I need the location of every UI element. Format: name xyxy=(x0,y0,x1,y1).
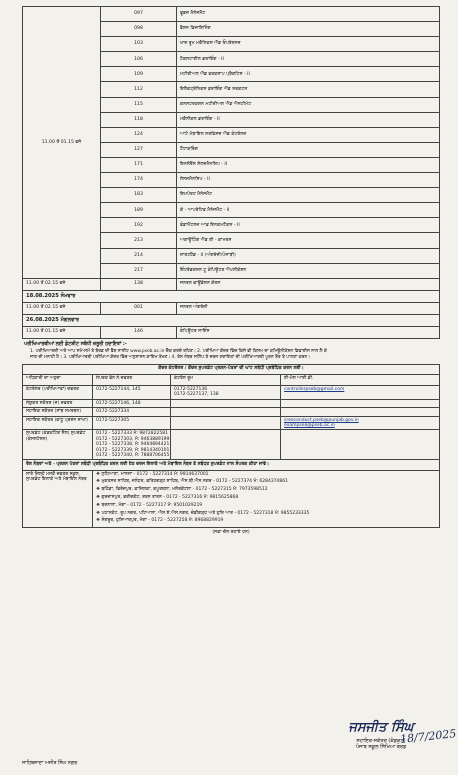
phone-number: 0172-5227305 xyxy=(96,417,130,423)
contacts-title: ਕੇਂਦਰ ਕੰਟਰੋਲਰ / ਕੇਂਦਰ ਸੁਪਰਡੰਟ ਪ੍ਰਸ਼ਨ-ਪੱਤਰਾਂ ਦੀ ਘਾਟ ਸਬੰਧੀ ਪ੍ਰਬੰਧਿਕ ਕਰਨ ਲਈ। xyxy=(23,365,440,375)
code-cell: 171 xyxy=(101,157,177,172)
subject-cell: ਜਨਰਲ ਫਾਊਂਡੇਸ਼ਨ ਕੋਰਸ xyxy=(177,278,440,290)
contact-room xyxy=(171,386,281,400)
signature-date: 18/7/2025 xyxy=(399,727,457,746)
phone-number: 0172-5227136 xyxy=(174,387,208,392)
time-cell: 11.00 ਤੋਂ 02.15 ਵਜੇ xyxy=(23,302,101,314)
time-cell: 11.00 ਤੋਂ 01.15 ਵਜੇ xyxy=(23,7,101,279)
exam-date: 18.08.2025 ਸੋਮਵਾਰ xyxy=(23,290,440,302)
code-cell: 192 xyxy=(101,218,177,233)
issuer-location: ਸਾਹਿਬਜ਼ਾਦਾ ਅਜੀਤ ਸਿੰਘ ਨਗਰ xyxy=(22,761,78,766)
code-cell: 118 xyxy=(101,112,177,127)
contacts-header-row xyxy=(23,375,440,386)
code-cell: 098 xyxy=(101,22,177,37)
offices-row xyxy=(23,470,440,527)
contact-role: ਸੁਪਰਡੰਟ (ਕੰਡਕਟਿੰਗ ਸੈਲ) ਸੁਪਰਡੰਟ (ਕੰਸਲਟੇਸ਼ਨ) xyxy=(23,430,93,460)
code-cell: 106 xyxy=(101,52,177,67)
subject-cell: ਕਨਸਟਰਕਸ਼ਨ ਮਟੀਰੀਅਲ ਐਂਡ ਐਸਟੀਮੇਟ xyxy=(177,97,440,112)
code-cell: 189 xyxy=(101,203,177,218)
subject-cell: ਮਟੀਰੀਅਲ ਐਂਡ ਵਰਕਸ਼ਾਪ ਪ੍ਰੈਕਟਿਸ - II xyxy=(177,67,440,82)
phone-number: 0172-5227146, 148 xyxy=(96,400,141,406)
office-entry: ❖ ਲੁਧਿਆਣਾ, ਮਾਨਸਾ - 0172 - 5227314 ਮੋ: 9914637001 xyxy=(96,472,436,477)
subject-cell: ਅਕਾਊਂਟਿੰਗ ਐਂਡ ਈ - ਕਾਮਰਸ xyxy=(177,233,440,248)
date-row xyxy=(23,290,440,302)
subject-cell: ਟੈਂਟਾਕਰਿੰਗ xyxy=(177,142,440,157)
contact-room xyxy=(171,416,281,430)
subject-cell: ਮਕੈਨੀਕਲ ਡਰਾਇੰਗ - II xyxy=(177,112,440,127)
contact-row xyxy=(23,386,440,400)
offices-list xyxy=(93,470,440,527)
contact-row xyxy=(23,399,440,407)
contact-room xyxy=(171,430,281,460)
contact-role: ਕੰਟਰੋਲਰ (ਪਰੀਖਿਆਵਾਂ) ਦਫਤਰ xyxy=(23,386,93,400)
column-header: ਕੰਟਰੋਲ ਰੂਮ xyxy=(171,375,281,386)
contact-row xyxy=(23,408,440,416)
column-header: ਈ-ਮੇਲ ਆਈ.ਡੀ. xyxy=(281,375,440,386)
contact-phone xyxy=(93,399,171,407)
subject-cell: ਟੈਕਸਟਾਈਲ ਡਰਾਇੰਗ - II xyxy=(177,52,440,67)
office-entry: ❖ ਸੰਗਰੂਰ, ਹੁਸ਼ਿਆਰਪੁਰ, ਮੋਗਾ - 0172 - 5227258 ਮੋ: 8968829919 xyxy=(96,518,436,523)
time-cell: 11.00 ਤੋਂ 01.15 ਵਜੇ xyxy=(23,326,101,338)
email-address[interactable]: controllerpseb@gmail.com xyxy=(284,387,345,392)
code-cell: 174 xyxy=(101,173,177,188)
office-entry: ❖ ਬਠਿੰਡਾ, ਫਿਰੋਜ਼ਪੁਰ, ਫਾਜ਼ਿਲਕਾ, ਕਪੂਰਥਲਾ, ਮਲੇਰਕੋਟਲਾ - 0172 - 5227315 ਮੋ: 7973598512 xyxy=(96,487,436,492)
code-cell: 213 xyxy=(101,233,177,248)
code-cell: 124 xyxy=(101,127,177,142)
continued-note: (ਸਫ਼ਾ ਚੱਲ ਰਹਾਏ ਹਨ) xyxy=(212,530,250,536)
contact-email xyxy=(281,416,440,430)
code-cell: 127 xyxy=(101,142,177,157)
schedule-table xyxy=(22,6,440,339)
phone-number: 0172 - 5227338, ਮੋ: 9464894421 xyxy=(96,442,170,448)
contact-room xyxy=(171,408,281,416)
contact-email xyxy=(281,399,440,407)
phone-number: 0172 - 5227339, ਮੋ: 9814340101 xyxy=(96,447,170,453)
subject-cell: ਕੋ - ਆਪਰੇਟਿਵ ਮੈਨੇਜਮੈਂਟ - II xyxy=(177,203,440,218)
contact-email xyxy=(281,386,440,400)
email-address[interactable]: sreeconduct.pseb@punjab.gov.in xyxy=(284,417,359,423)
phone-number: 0172 - 5227333 ਮੋ: 9872822581 xyxy=(96,431,168,437)
email-address[interactable]: exampsea@pseb.ac.in xyxy=(284,422,335,428)
contacts-note-row xyxy=(23,460,440,470)
contact-role: ਸੰਯੁਕਤ ਸਕੱਤਰ (ਜ) ਦਫਤਰ xyxy=(23,399,93,407)
code-cell: 138 xyxy=(101,278,177,290)
column-header: ਅਧਿਕਾਰੀ ਦਾ ਅਹੁਦਾ xyxy=(23,375,93,386)
contact-phone xyxy=(93,386,171,400)
contacts-note: ਰੋਲ ਨੰਬਰਾਂ ਅਤੇ - ਪ੍ਰਸ਼ਨ ਪੱਤਰਾਂ ਸਬੰਧੀ ਪ੍ਰਬੰਧਿਕ ਕਰਨ ਲਈ ਹੇਠ ਦਰਜ ਇਲਾਕੇ ਅਤੇ ਮੋਬਾਇਲ ਨੰਬਰ ਤੇ ਸਬੰਧਤ ਸੁਪਰਡੰਟ ਨਾਲ ਸੰਪਰਕ ਕੀਤਾ ਜਾਵੇ। xyxy=(23,460,440,470)
subject-cell: ਇਲੈਕਟ੍ਰੋਨਿਕਸ ਡਰਾਇੰਗ ਐਂਡ ਸਰਕਟਸ xyxy=(177,82,440,97)
code-cell: 183 xyxy=(101,188,177,203)
date-row xyxy=(23,314,440,326)
subject-cell: ਜਨਰਲ ਅੰਗਰੇਜ਼ੀ xyxy=(177,302,440,314)
datesheet-content xyxy=(22,6,440,536)
column-header: ਸੰਪਰਕ ਫੋਨ ਨੰ.ਦਫਤਰ xyxy=(93,375,171,386)
contact-email xyxy=(281,430,440,460)
phone-number: 0172-5227137, 138 xyxy=(174,392,219,398)
table-row xyxy=(23,302,440,314)
contact-phone xyxy=(93,416,171,430)
subject-cell: ਸ਼ਾਰਟਹੈਂਡ - II (ਅੰਗਰੇਜ਼ੀ/ਪੰਜਾਬੀ) xyxy=(177,248,440,263)
office-entry: ❖ ਪਠਾਨਕੋਟ, ਰੂਪ ਨਗਰ, ਪਟਿਆਲਾ, ਐਸ.ਏ.ਐਸ.ਨਗਰ, ਚੰਡੀਗੜ੍ਹ ਅਤੇ ਹੁਸ਼ਿ ਆਰ - 0172 - 5227318 ਮੋ: 9855233335 xyxy=(96,511,436,516)
subject-cell: ਫੈਸ਼ਨ ਡਿਜ਼ਾਇਨਿੰਗ xyxy=(177,22,440,37)
instructions-line: 1. ਪਰੀਖਿਆਰਥੀ ਅਤੇ ਆਪ ਸਮੇਂ-ਸਮੇਂ ਤੇ ਬੋਰਡ ਦੀ ਵੈੱਬ ਸਾਈਟ www.pseb.ac.in ਚੈੱਕ ਕਰਦੇ ਰਹਿਣ। 2. ਪਰੀਖਿਆ ਕੇਂਦਰ ਵਿੱਚ ਕਿਸੇ ਵੀ ਕਿਸਮ ਦਾ ਕਮਿਊਨੀਕੇਸ਼ਨ ਡਿਵਾਈਸ ਨਾਲ ਲੈ ਕੇ xyxy=(30,349,327,355)
table-row xyxy=(23,7,440,22)
subject-cell: ਫੂਡਜ਼ ਮੈਨੇਜਮੈਂਟ xyxy=(177,7,440,22)
contact-phone xyxy=(93,430,171,460)
subject-cell: ਫੰਡਾਮੈਂਟਲਜ਼ ਆਫ ਇਨਕਮਟੈਕਸ - II xyxy=(177,218,440,233)
signature-block xyxy=(326,720,457,750)
code-cell: 109 xyxy=(101,67,177,82)
signatory-org: ਪੰਜਾਬ ਸਕੂਲ ਸਿੱਖਿਆ ਬੋਰਡ xyxy=(355,743,407,750)
subject-cell: ਖਾਦ ਰੂਮ ਮਕੈਨਿਕਸ ਐਂਡ ਓਪਰੇਸ਼ਨਜ਼ xyxy=(177,37,440,52)
code-cell: 112 xyxy=(101,82,177,97)
code-cell: 115 xyxy=(101,97,177,112)
instructions-line: ਜਾਣ ਦੀ ਮਨਾਹੀ ਹੈ। 3. ਪਰੀਖਿਆਰਥੀ ਪਰੀਖਿਆ ਕੇਂਦਰ ਵਿੱਚ ਅਨੁਸ਼ਾਸਨ ਕਾਇਮ ਰੱਖਣ। 4. ਰੋਲ ਨੰਬਰ ਸਲਿੱਪ ਤੇ ਦਰਜ ਹਦਾਇਤਾਂ ਦੀ ਪਰੀਖਿਆਰਥੀ ਪੂਰਨ ਤੌਰ ਤੇ ਪਾਲਣਾ ਕਰਨ। xyxy=(30,354,311,360)
code-cell: 214 xyxy=(101,248,177,263)
phone-number: 0172 - 5227303, ਮੋ: 9463889199 xyxy=(96,436,170,442)
phone-number: 0172 - 5227340, ਮੋ: 7888706455 xyxy=(96,452,170,458)
contact-role: ਸਹਾਇਕ ਸਕੱਤਰ (ਵਾਧੂ ਪ੍ਰਸ਼ਨ ਸ਼ਾਖਾ) xyxy=(23,416,93,430)
code-cell: 097 xyxy=(101,7,177,22)
subject-cell: ਕੰਪਿਊਟਰ ਸਾਇੰਸ xyxy=(177,326,440,338)
code-cell: 103 xyxy=(101,37,177,52)
contact-role: ਸਹਾਇਕ ਸਕੱਤਰ (ਸਾਂਝ ਸਮਰਥਨ) xyxy=(23,408,93,416)
offices-role: ਸਾਰੇ ਜ਼ਿਲ੍ਹੇ ਮਸਕੌ ਦਫਤਰ ਸਕੂਲ ਸੁਪਰਡੰਟ ਇਲਾਕੇ ਅਤੇ ਮੋਬਾਇਲ ਨੰਬਰ xyxy=(23,470,93,527)
contact-phone xyxy=(93,408,171,416)
contact-email xyxy=(281,408,440,416)
subject-cell: ਆਟੋ ਮੋਬਾਇਲ ਸਰਵਿਸਜ਼ ਐਂਡ ਕੰਟਰੋਲਜ਼ xyxy=(177,127,440,142)
phone-number: 0172-5227334 xyxy=(96,409,130,415)
office-entry: ❖ ਮੁਕਤਸਰ ਸਾਹਿਬ, ਜਲੰਧਰ, ਫਤਿਹਗੜ੍ਹ ਸਾਹਿਬ, ਐਸ.ਬੀ.ਐਸ.ਨਗਰ - 0172 - 5227374 ਮੋ: 6284374861 xyxy=(96,479,436,484)
contacts-table xyxy=(22,364,440,528)
code-cell: 001 xyxy=(101,302,177,314)
subject-cell: ਇਮਪੋਰਟ ਮੈਨੇਜਮੈਂਟ xyxy=(177,188,440,203)
exam-date: 26.08.2025 ਮੰਗਲਵਾਰ xyxy=(23,314,440,326)
signature: ਜਸਜੀਤ ਸਿੰਘ xyxy=(348,720,414,735)
instructions xyxy=(22,342,440,360)
subject-cell: ਸੇਲਜ਼ਮੈਨਸ਼ਿਪ - II xyxy=(177,173,440,188)
contacts-title-row xyxy=(23,365,440,375)
office-entry: ❖ ਗੁਰਦਾਸਪੁਰ, ਫਰੀਦਕੋਟ, ਤਰਨ ਤਾਰਨ - 0172 - 5227316 ਮੋ: 9815625868 xyxy=(96,495,436,500)
time-cell: 11.00 ਤੋਂ 02.15 ਵਜੇ xyxy=(23,278,101,290)
phone-number: 0172-5227144, 145 xyxy=(96,387,141,392)
table-row xyxy=(23,326,440,338)
code-cell: 146 xyxy=(101,326,177,338)
contact-row xyxy=(23,430,440,460)
contact-row xyxy=(23,416,440,430)
contact-room xyxy=(171,399,281,407)
subject-cell: ਇੰਟਰੋਡਕਸ਼ਨ ਟੂ ਕੰਪਿਊਟਰ ਐਪਲੀਕੇਸ਼ਨ xyxy=(177,263,440,278)
signatory-title: ਸਹਾਇਕ-ਸਕੱਤਰ (ਕੰਡਕਟ) xyxy=(356,737,406,744)
code-cell: 217 xyxy=(101,263,177,278)
office-entry: ❖ ਬਰਨਾਲਾ, ਮੋਗਾ - 0172 - 5227317 ਮੋ: 9501029219 xyxy=(96,503,436,508)
instructions-heading: ਪਰੀਖਿਆਰਥੀਆਂ ਲਈ ਡੇਟਸ਼ੀਟ ਸਬੰਧੀ ਜ਼ਰੂਰੀ ਹਦਾਇਤਾਂ :- xyxy=(24,341,127,347)
table-row xyxy=(23,278,440,290)
subject-cell: ਇਨਸੋਰੈਂਸ ਸੇਲਜ਼ਮੈਨਸ਼ਿਪ - II xyxy=(177,157,440,172)
